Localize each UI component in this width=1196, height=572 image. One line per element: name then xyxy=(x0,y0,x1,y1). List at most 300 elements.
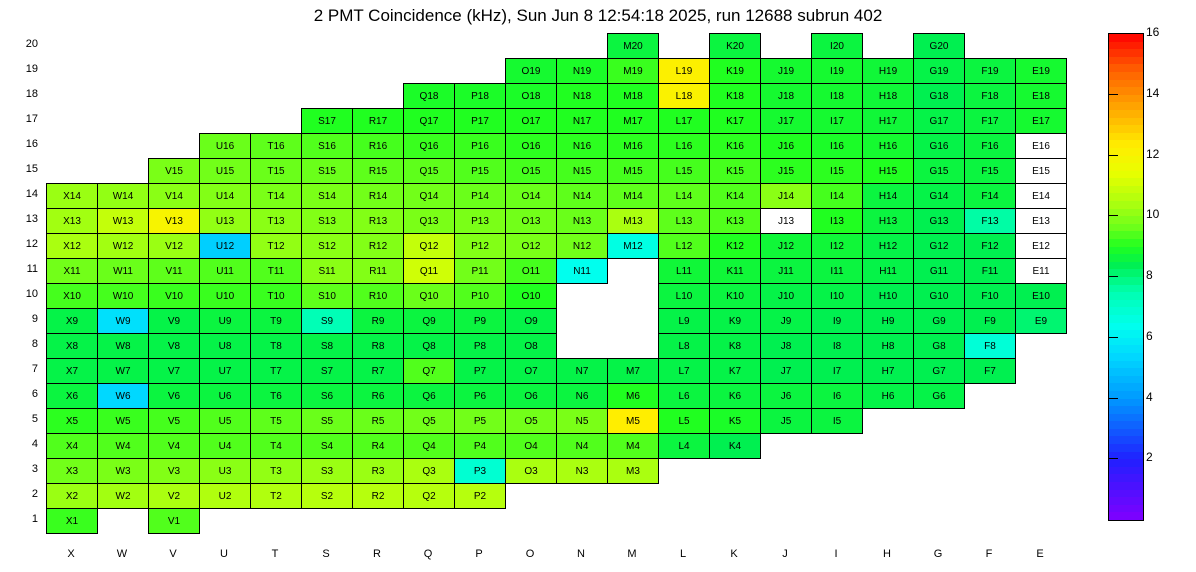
heatmap-cell[interactable]: G20 xyxy=(914,34,965,59)
heatmap-cell[interactable]: I19 xyxy=(812,59,863,84)
heatmap-cell[interactable]: N6 xyxy=(557,384,608,409)
heatmap-cell[interactable]: J11 xyxy=(761,259,812,284)
heatmap-cell[interactable]: P9 xyxy=(455,309,506,334)
heatmap-cell[interactable]: N18 xyxy=(557,84,608,109)
heatmap-cell[interactable]: U3 xyxy=(200,459,251,484)
heatmap-cell[interactable]: P18 xyxy=(455,84,506,109)
heatmap-cell[interactable]: J15 xyxy=(761,159,812,184)
heatmap-cell[interactable]: Q4 xyxy=(404,434,455,459)
heatmap-cell[interactable]: T10 xyxy=(251,284,302,309)
heatmap-cell[interactable]: K17 xyxy=(710,109,761,134)
heatmap-cell[interactable]: I8 xyxy=(812,334,863,359)
heatmap-cell[interactable]: I14 xyxy=(812,184,863,209)
heatmap-cell[interactable]: P5 xyxy=(455,409,506,434)
heatmap-cell[interactable]: P14 xyxy=(455,184,506,209)
heatmap-cell[interactable]: M6 xyxy=(608,384,659,409)
heatmap-cell[interactable]: T2 xyxy=(251,484,302,509)
heatmap-cell[interactable]: L4 xyxy=(659,434,710,459)
heatmap-cell[interactable]: L11 xyxy=(659,259,710,284)
heatmap-cell[interactable]: R16 xyxy=(353,134,404,159)
heatmap-cell[interactable]: J6 xyxy=(761,384,812,409)
heatmap-cell[interactable]: Q14 xyxy=(404,184,455,209)
heatmap-cell[interactable]: U11 xyxy=(200,259,251,284)
heatmap-cell[interactable]: E19 xyxy=(1016,59,1067,84)
heatmap-cell[interactable]: G14 xyxy=(914,184,965,209)
heatmap-cell[interactable]: G7 xyxy=(914,359,965,384)
heatmap-cell[interactable]: J16 xyxy=(761,134,812,159)
heatmap-cell[interactable]: R2 xyxy=(353,484,404,509)
heatmap-cell[interactable]: X13 xyxy=(47,209,98,234)
heatmap-cell[interactable]: I5 xyxy=(812,409,863,434)
heatmap-cell[interactable]: K7 xyxy=(710,359,761,384)
heatmap-cell[interactable]: X9 xyxy=(47,309,98,334)
heatmap-cell[interactable]: U14 xyxy=(200,184,251,209)
heatmap-cell[interactable]: I13 xyxy=(812,209,863,234)
heatmap-cell[interactable]: U4 xyxy=(200,434,251,459)
heatmap-cell[interactable]: W10 xyxy=(98,284,149,309)
heatmap-cell[interactable]: N12 xyxy=(557,234,608,259)
heatmap-cell[interactable]: N15 xyxy=(557,159,608,184)
heatmap-cell[interactable]: R5 xyxy=(353,409,404,434)
heatmap-cell[interactable]: K10 xyxy=(710,284,761,309)
heatmap-cell[interactable]: O9 xyxy=(506,309,557,334)
heatmap-cell[interactable]: P2 xyxy=(455,484,506,509)
heatmap-cell[interactable]: I17 xyxy=(812,109,863,134)
heatmap-cell[interactable]: L10 xyxy=(659,284,710,309)
heatmap-cell[interactable]: P12 xyxy=(455,234,506,259)
heatmap-cell[interactable]: S8 xyxy=(302,334,353,359)
heatmap-cell[interactable]: V8 xyxy=(149,334,200,359)
heatmap-cell[interactable]: X10 xyxy=(47,284,98,309)
heatmap-cell[interactable]: I20 xyxy=(812,34,863,59)
heatmap-cell[interactable]: H9 xyxy=(863,309,914,334)
heatmap-cell[interactable]: V4 xyxy=(149,434,200,459)
heatmap-cell[interactable]: E14 xyxy=(1016,184,1067,209)
heatmap-cell[interactable]: O4 xyxy=(506,434,557,459)
heatmap-cell[interactable]: V1 xyxy=(149,509,200,534)
heatmap-cell[interactable]: I9 xyxy=(812,309,863,334)
heatmap-cell[interactable]: H16 xyxy=(863,134,914,159)
heatmap-cell[interactable]: K20 xyxy=(710,34,761,59)
heatmap-cell[interactable]: R15 xyxy=(353,159,404,184)
heatmap-cell[interactable]: O5 xyxy=(506,409,557,434)
heatmap-cell[interactable]: Q12 xyxy=(404,234,455,259)
heatmap-cell[interactable]: J18 xyxy=(761,84,812,109)
heatmap-cell[interactable]: H18 xyxy=(863,84,914,109)
heatmap-cell[interactable]: H6 xyxy=(863,384,914,409)
heatmap-cell[interactable]: S12 xyxy=(302,234,353,259)
heatmap-cell[interactable]: U2 xyxy=(200,484,251,509)
heatmap-cell[interactable]: W3 xyxy=(98,459,149,484)
heatmap-cell[interactable]: G19 xyxy=(914,59,965,84)
heatmap-cell[interactable]: F10 xyxy=(965,284,1016,309)
heatmap-cell[interactable]: R13 xyxy=(353,209,404,234)
heatmap-cell[interactable]: R8 xyxy=(353,334,404,359)
heatmap-cell[interactable]: P16 xyxy=(455,134,506,159)
heatmap-cell[interactable]: J7 xyxy=(761,359,812,384)
heatmap-cell[interactable]: P3 xyxy=(455,459,506,484)
heatmap-cell[interactable]: X11 xyxy=(47,259,98,284)
heatmap-cell[interactable]: T12 xyxy=(251,234,302,259)
heatmap-cell[interactable]: L18 xyxy=(659,84,710,109)
heatmap-cell[interactable]: E11 xyxy=(1016,259,1067,284)
heatmap-cell[interactable]: I18 xyxy=(812,84,863,109)
heatmap-cell[interactable]: L15 xyxy=(659,159,710,184)
heatmap-cell[interactable]: N4 xyxy=(557,434,608,459)
heatmap-cell[interactable]: X5 xyxy=(47,409,98,434)
heatmap-cell[interactable]: H13 xyxy=(863,209,914,234)
heatmap-cell[interactable]: H15 xyxy=(863,159,914,184)
heatmap-cell[interactable]: N14 xyxy=(557,184,608,209)
heatmap-cell[interactable]: K18 xyxy=(710,84,761,109)
heatmap-cell[interactable]: O3 xyxy=(506,459,557,484)
heatmap-cell[interactable]: L17 xyxy=(659,109,710,134)
heatmap-cell[interactable]: E15 xyxy=(1016,159,1067,184)
heatmap-cell[interactable]: V3 xyxy=(149,459,200,484)
heatmap-cell[interactable]: L14 xyxy=(659,184,710,209)
heatmap-cell[interactable]: K19 xyxy=(710,59,761,84)
heatmap-cell[interactable]: S13 xyxy=(302,209,353,234)
heatmap-cell[interactable]: S4 xyxy=(302,434,353,459)
heatmap-cell[interactable]: H14 xyxy=(863,184,914,209)
heatmap-cell[interactable]: K9 xyxy=(710,309,761,334)
heatmap-cell[interactable]: H8 xyxy=(863,334,914,359)
heatmap-cell[interactable]: O18 xyxy=(506,84,557,109)
heatmap-cell[interactable]: V14 xyxy=(149,184,200,209)
heatmap-cell[interactable]: V12 xyxy=(149,234,200,259)
heatmap-cell[interactable]: Q6 xyxy=(404,384,455,409)
heatmap-cell[interactable]: E9 xyxy=(1016,309,1067,334)
heatmap-cell[interactable]: F12 xyxy=(965,234,1016,259)
heatmap-cell[interactable]: K5 xyxy=(710,409,761,434)
heatmap-cell[interactable]: X4 xyxy=(47,434,98,459)
heatmap-cell[interactable]: F9 xyxy=(965,309,1016,334)
heatmap-cell[interactable]: I10 xyxy=(812,284,863,309)
heatmap-cell[interactable]: S16 xyxy=(302,134,353,159)
heatmap-cell[interactable]: S5 xyxy=(302,409,353,434)
heatmap-cell[interactable]: O16 xyxy=(506,134,557,159)
heatmap-cell[interactable]: J17 xyxy=(761,109,812,134)
heatmap-cell[interactable]: N16 xyxy=(557,134,608,159)
heatmap-cell[interactable]: L19 xyxy=(659,59,710,84)
heatmap-cell[interactable]: O10 xyxy=(506,284,557,309)
heatmap-cell[interactable]: Q8 xyxy=(404,334,455,359)
heatmap-cell[interactable]: P17 xyxy=(455,109,506,134)
heatmap-cell[interactable]: V10 xyxy=(149,284,200,309)
heatmap-cell[interactable]: Q13 xyxy=(404,209,455,234)
heatmap-cell[interactable]: I15 xyxy=(812,159,863,184)
heatmap-cell[interactable]: W9 xyxy=(98,309,149,334)
heatmap-cell[interactable]: H11 xyxy=(863,259,914,284)
heatmap-cell[interactable]: T11 xyxy=(251,259,302,284)
heatmap-cell[interactable]: J5 xyxy=(761,409,812,434)
heatmap-cell[interactable]: S15 xyxy=(302,159,353,184)
heatmap-cell[interactable]: M19 xyxy=(608,59,659,84)
heatmap-cell[interactable]: I7 xyxy=(812,359,863,384)
heatmap-cell[interactable]: W5 xyxy=(98,409,149,434)
heatmap-cell[interactable]: Q17 xyxy=(404,109,455,134)
heatmap-cell[interactable]: L6 xyxy=(659,384,710,409)
heatmap-cell[interactable]: S17 xyxy=(302,109,353,134)
heatmap-cell[interactable]: G16 xyxy=(914,134,965,159)
heatmap-cell[interactable]: L9 xyxy=(659,309,710,334)
heatmap-cell[interactable]: H19 xyxy=(863,59,914,84)
heatmap-cell[interactable]: H17 xyxy=(863,109,914,134)
heatmap-cell[interactable]: K8 xyxy=(710,334,761,359)
heatmap-cell[interactable]: O13 xyxy=(506,209,557,234)
heatmap-cell[interactable]: J14 xyxy=(761,184,812,209)
heatmap-cell[interactable]: S11 xyxy=(302,259,353,284)
heatmap-cell[interactable]: T5 xyxy=(251,409,302,434)
heatmap-cell[interactable]: W6 xyxy=(98,384,149,409)
heatmap-cell[interactable]: Q18 xyxy=(404,84,455,109)
heatmap-cell[interactable]: W12 xyxy=(98,234,149,259)
heatmap-cell[interactable]: V6 xyxy=(149,384,200,409)
heatmap-cell[interactable]: E17 xyxy=(1016,109,1067,134)
heatmap-cell[interactable]: R7 xyxy=(353,359,404,384)
heatmap-cell[interactable]: T8 xyxy=(251,334,302,359)
heatmap-cell[interactable]: E13 xyxy=(1016,209,1067,234)
heatmap-cell[interactable]: H12 xyxy=(863,234,914,259)
heatmap-cell[interactable]: W7 xyxy=(98,359,149,384)
heatmap-cell[interactable]: U6 xyxy=(200,384,251,409)
heatmap-cell[interactable]: X3 xyxy=(47,459,98,484)
heatmap-cell[interactable]: G11 xyxy=(914,259,965,284)
heatmap-cell[interactable]: Q7 xyxy=(404,359,455,384)
heatmap-cell[interactable]: F8 xyxy=(965,334,1016,359)
heatmap-cell[interactable]: G13 xyxy=(914,209,965,234)
heatmap-cell[interactable]: F18 xyxy=(965,84,1016,109)
heatmap-cell[interactable]: T14 xyxy=(251,184,302,209)
heatmap-cell[interactable]: P11 xyxy=(455,259,506,284)
heatmap-cell[interactable]: I12 xyxy=(812,234,863,259)
heatmap-cell[interactable]: N5 xyxy=(557,409,608,434)
heatmap-cell[interactable]: Q2 xyxy=(404,484,455,509)
heatmap-cell[interactable]: Q16 xyxy=(404,134,455,159)
heatmap-cell[interactable]: K6 xyxy=(710,384,761,409)
heatmap-cell[interactable]: K15 xyxy=(710,159,761,184)
heatmap-cell[interactable]: M18 xyxy=(608,84,659,109)
heatmap-cell[interactable]: F19 xyxy=(965,59,1016,84)
heatmap-cell[interactable]: N11 xyxy=(557,259,608,284)
heatmap-cell[interactable]: M13 xyxy=(608,209,659,234)
heatmap-cell[interactable]: Q15 xyxy=(404,159,455,184)
heatmap-cell[interactable]: N7 xyxy=(557,359,608,384)
heatmap-cell[interactable]: N17 xyxy=(557,109,608,134)
heatmap-cell[interactable]: S14 xyxy=(302,184,353,209)
heatmap-cell[interactable]: Q5 xyxy=(404,409,455,434)
heatmap-cell[interactable]: J9 xyxy=(761,309,812,334)
heatmap-cell[interactable]: L7 xyxy=(659,359,710,384)
heatmap-cell[interactable]: O15 xyxy=(506,159,557,184)
heatmap-cell[interactable]: G17 xyxy=(914,109,965,134)
heatmap-cell[interactable]: P6 xyxy=(455,384,506,409)
heatmap-cell[interactable]: G12 xyxy=(914,234,965,259)
heatmap-cell[interactable]: G15 xyxy=(914,159,965,184)
heatmap-cell[interactable]: M4 xyxy=(608,434,659,459)
heatmap-cell[interactable]: V13 xyxy=(149,209,200,234)
heatmap-cell[interactable]: T13 xyxy=(251,209,302,234)
heatmap-cell[interactable]: V15 xyxy=(149,159,200,184)
heatmap-cell[interactable]: P7 xyxy=(455,359,506,384)
heatmap-cell[interactable]: I16 xyxy=(812,134,863,159)
heatmap-cell[interactable]: J13 xyxy=(761,209,812,234)
heatmap-cell[interactable]: X1 xyxy=(47,509,98,534)
heatmap-cell[interactable]: U13 xyxy=(200,209,251,234)
heatmap-cell[interactable]: H10 xyxy=(863,284,914,309)
heatmap-cell[interactable]: K11 xyxy=(710,259,761,284)
heatmap-cell[interactable]: U8 xyxy=(200,334,251,359)
heatmap-cell[interactable]: T3 xyxy=(251,459,302,484)
heatmap-cell[interactable]: T15 xyxy=(251,159,302,184)
heatmap-cell[interactable]: W11 xyxy=(98,259,149,284)
heatmap-cell[interactable]: L13 xyxy=(659,209,710,234)
heatmap-cell[interactable]: R17 xyxy=(353,109,404,134)
heatmap-cell[interactable]: V7 xyxy=(149,359,200,384)
heatmap-cell[interactable]: L12 xyxy=(659,234,710,259)
heatmap-cell[interactable]: S6 xyxy=(302,384,353,409)
heatmap-cell[interactable]: L8 xyxy=(659,334,710,359)
heatmap-cell[interactable]: M16 xyxy=(608,134,659,159)
heatmap-cell[interactable]: T16 xyxy=(251,134,302,159)
heatmap-cell[interactable]: X7 xyxy=(47,359,98,384)
heatmap-cell[interactable]: V9 xyxy=(149,309,200,334)
heatmap-cell[interactable]: R9 xyxy=(353,309,404,334)
heatmap-cell[interactable]: O14 xyxy=(506,184,557,209)
heatmap-cell[interactable]: S10 xyxy=(302,284,353,309)
heatmap-cell[interactable]: J10 xyxy=(761,284,812,309)
heatmap-cell[interactable]: O8 xyxy=(506,334,557,359)
heatmap-cell[interactable]: U5 xyxy=(200,409,251,434)
heatmap-cell[interactable]: M15 xyxy=(608,159,659,184)
heatmap-cell[interactable]: U9 xyxy=(200,309,251,334)
heatmap-cell[interactable]: G10 xyxy=(914,284,965,309)
heatmap-cell[interactable]: F15 xyxy=(965,159,1016,184)
heatmap-cell[interactable]: N19 xyxy=(557,59,608,84)
heatmap-cell[interactable]: X8 xyxy=(47,334,98,359)
heatmap-cell[interactable]: O7 xyxy=(506,359,557,384)
heatmap-cell[interactable]: K16 xyxy=(710,134,761,159)
heatmap-cell[interactable]: W14 xyxy=(98,184,149,209)
heatmap-cell[interactable]: P10 xyxy=(455,284,506,309)
heatmap-cell[interactable]: M14 xyxy=(608,184,659,209)
heatmap-cell[interactable]: U16 xyxy=(200,134,251,159)
heatmap-cell[interactable]: G6 xyxy=(914,384,965,409)
heatmap-cell[interactable]: O19 xyxy=(506,59,557,84)
heatmap-cell[interactable]: T7 xyxy=(251,359,302,384)
heatmap-cell[interactable]: O17 xyxy=(506,109,557,134)
heatmap-cell[interactable]: M5 xyxy=(608,409,659,434)
heatmap-cell[interactable]: U7 xyxy=(200,359,251,384)
heatmap-cell[interactable]: M3 xyxy=(608,459,659,484)
heatmap-cell[interactable]: U12 xyxy=(200,234,251,259)
heatmap-cell[interactable]: V2 xyxy=(149,484,200,509)
heatmap-cell[interactable]: K13 xyxy=(710,209,761,234)
heatmap-cell[interactable]: I11 xyxy=(812,259,863,284)
heatmap-cell[interactable]: N3 xyxy=(557,459,608,484)
heatmap-cell[interactable]: L16 xyxy=(659,134,710,159)
heatmap-cell[interactable]: W4 xyxy=(98,434,149,459)
heatmap-cell[interactable]: F13 xyxy=(965,209,1016,234)
heatmap-cell[interactable]: K12 xyxy=(710,234,761,259)
heatmap-cell[interactable]: P13 xyxy=(455,209,506,234)
heatmap-cell[interactable]: V11 xyxy=(149,259,200,284)
heatmap-cell[interactable]: X12 xyxy=(47,234,98,259)
heatmap-cell[interactable]: E16 xyxy=(1016,134,1067,159)
heatmap-cell[interactable]: J12 xyxy=(761,234,812,259)
heatmap-cell[interactable]: J8 xyxy=(761,334,812,359)
heatmap-cell[interactable]: N13 xyxy=(557,209,608,234)
heatmap-cell[interactable]: R3 xyxy=(353,459,404,484)
heatmap-cell[interactable]: F17 xyxy=(965,109,1016,134)
heatmap-cell[interactable]: G18 xyxy=(914,84,965,109)
heatmap-cell[interactable]: F11 xyxy=(965,259,1016,284)
heatmap-cell[interactable]: R11 xyxy=(353,259,404,284)
heatmap-cell[interactable]: F16 xyxy=(965,134,1016,159)
heatmap-cell[interactable]: O11 xyxy=(506,259,557,284)
heatmap-cell[interactable]: Q9 xyxy=(404,309,455,334)
heatmap-cell[interactable]: F7 xyxy=(965,359,1016,384)
heatmap-cell[interactable]: P15 xyxy=(455,159,506,184)
heatmap-cell[interactable]: U15 xyxy=(200,159,251,184)
heatmap-cell[interactable]: X6 xyxy=(47,384,98,409)
heatmap-cell[interactable]: L5 xyxy=(659,409,710,434)
heatmap-cell[interactable]: X2 xyxy=(47,484,98,509)
heatmap-cell[interactable]: W8 xyxy=(98,334,149,359)
heatmap-cell[interactable]: W2 xyxy=(98,484,149,509)
heatmap-cell[interactable]: R10 xyxy=(353,284,404,309)
heatmap-cell[interactable]: M12 xyxy=(608,234,659,259)
heatmap-cell[interactable]: M7 xyxy=(608,359,659,384)
heatmap-cell[interactable]: G8 xyxy=(914,334,965,359)
heatmap-cell[interactable]: Q11 xyxy=(404,259,455,284)
heatmap-cell[interactable]: H7 xyxy=(863,359,914,384)
heatmap-cell[interactable]: Q10 xyxy=(404,284,455,309)
heatmap-cell[interactable]: M20 xyxy=(608,34,659,59)
heatmap-cell[interactable]: P4 xyxy=(455,434,506,459)
heatmap-cell[interactable]: E10 xyxy=(1016,284,1067,309)
heatmap-cell[interactable]: K14 xyxy=(710,184,761,209)
heatmap-cell[interactable]: R4 xyxy=(353,434,404,459)
heatmap-cell[interactable]: V5 xyxy=(149,409,200,434)
heatmap-cell[interactable]: S2 xyxy=(302,484,353,509)
heatmap-cell[interactable]: X14 xyxy=(47,184,98,209)
heatmap-cell[interactable]: E12 xyxy=(1016,234,1067,259)
heatmap-cell[interactable]: O6 xyxy=(506,384,557,409)
heatmap-cell[interactable]: M17 xyxy=(608,109,659,134)
heatmap-cell[interactable]: U10 xyxy=(200,284,251,309)
heatmap-cell[interactable]: S7 xyxy=(302,359,353,384)
heatmap-cell[interactable]: R12 xyxy=(353,234,404,259)
heatmap-cell[interactable]: J19 xyxy=(761,59,812,84)
heatmap-cell[interactable]: S9 xyxy=(302,309,353,334)
heatmap-cell[interactable]: R14 xyxy=(353,184,404,209)
heatmap-cell[interactable]: T4 xyxy=(251,434,302,459)
heatmap-cell[interactable]: Q3 xyxy=(404,459,455,484)
heatmap-cell[interactable]: F14 xyxy=(965,184,1016,209)
heatmap-cell[interactable]: R6 xyxy=(353,384,404,409)
heatmap-cell[interactable]: E18 xyxy=(1016,84,1067,109)
heatmap-cell[interactable]: S3 xyxy=(302,459,353,484)
heatmap-cell[interactable]: T9 xyxy=(251,309,302,334)
heatmap-cell[interactable]: I6 xyxy=(812,384,863,409)
heatmap-cell[interactable]: W13 xyxy=(98,209,149,234)
heatmap-cell[interactable]: T6 xyxy=(251,384,302,409)
heatmap-cell[interactable]: K4 xyxy=(710,434,761,459)
heatmap-cell[interactable]: G9 xyxy=(914,309,965,334)
heatmap-cell[interactable]: O12 xyxy=(506,234,557,259)
heatmap-cell[interactable]: P8 xyxy=(455,334,506,359)
